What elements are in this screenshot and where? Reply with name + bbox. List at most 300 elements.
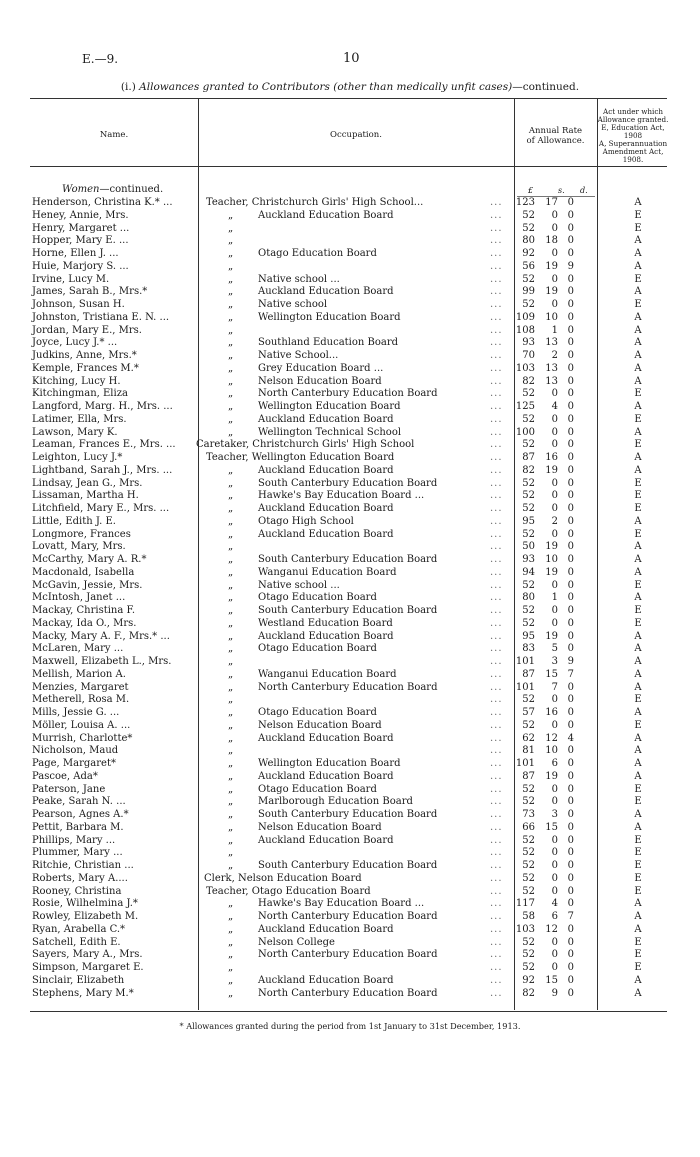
amount-shillings: 19 xyxy=(545,260,558,272)
act-header-line5: Amendment Act, xyxy=(602,147,664,156)
amount-pence: 0 xyxy=(567,809,574,820)
act-code: E xyxy=(634,273,642,285)
occupation: Auckland Education Board xyxy=(258,503,394,514)
amount-pounds: 52 xyxy=(522,413,535,425)
occupation: Wellington Technical School xyxy=(258,426,402,438)
act-code: E xyxy=(634,962,642,973)
occupation: Auckland Education Board xyxy=(258,834,394,846)
amount-shillings: 0 xyxy=(551,503,558,514)
amount-pence: 0 xyxy=(567,477,574,489)
amount-pence: 0 xyxy=(567,821,574,833)
amount-pence: 0 xyxy=(567,311,574,323)
act-code: A xyxy=(634,248,642,259)
occupation: South Canterbury Education Board xyxy=(258,605,438,616)
contributor-name: Jordan, Mary E., Mrs. xyxy=(32,324,142,336)
amount-pounds: 93 xyxy=(522,337,535,349)
amount-shillings: 0 xyxy=(551,528,558,540)
leader-dots: ... xyxy=(490,413,503,425)
ditto-mark: „ xyxy=(228,809,234,820)
ditto-mark: „ xyxy=(228,719,234,731)
leader-dots: ... xyxy=(490,923,503,935)
ditto-mark: „ xyxy=(228,694,234,706)
amount-pence: 4 xyxy=(567,732,574,744)
amount-shillings: 16 xyxy=(545,452,558,463)
ditto-mark: „ xyxy=(228,209,234,221)
ditto-mark: „ xyxy=(228,643,234,655)
amount-shillings: 16 xyxy=(545,707,558,718)
occupation: Auckland Education Board xyxy=(258,770,394,782)
occupation: Auckland Education Board xyxy=(258,209,394,221)
amount-pence: 0 xyxy=(567,286,574,298)
contributor-name: McLaren, Mary ... xyxy=(32,643,124,655)
contributor-name: Irvine, Lucy M. xyxy=(32,273,110,285)
leader-dots: ... xyxy=(490,974,503,986)
table-row xyxy=(30,529,667,541)
pence-label: d. xyxy=(580,186,588,195)
table-row xyxy=(30,937,667,949)
amount-pounds: 108 xyxy=(515,324,535,336)
amount-pence: 0 xyxy=(567,745,574,757)
amount-pounds: 52 xyxy=(522,490,535,502)
amount-pounds: 101 xyxy=(515,681,535,693)
table-row xyxy=(30,350,667,362)
ditto-mark: „ xyxy=(228,949,234,961)
table-row xyxy=(30,898,667,910)
amount-shillings: 4 xyxy=(551,898,558,910)
amount-shillings: 1 xyxy=(551,592,558,604)
amount-pounds: 52 xyxy=(522,796,535,808)
act-code: E xyxy=(634,860,642,871)
table-row xyxy=(30,656,667,668)
contributor-name: Judkins, Anne, Mrs.* xyxy=(32,350,137,361)
act-code: E xyxy=(634,847,642,859)
amount-pence: 0 xyxy=(567,605,574,616)
table-row xyxy=(30,618,667,630)
table-row xyxy=(30,286,667,298)
ditto-mark: „ xyxy=(228,324,234,336)
amount-pounds: 52 xyxy=(522,209,535,221)
contributor-name: Lawson, Mary K. xyxy=(32,426,118,438)
ditto-mark: „ xyxy=(228,783,234,795)
amount-shillings: 0 xyxy=(551,299,558,310)
leader-dots: ... xyxy=(490,694,503,706)
act-code: E xyxy=(634,936,642,948)
contributor-name: Plummer, Mary ... xyxy=(32,847,123,859)
amount-pence: 0 xyxy=(567,299,574,310)
act-code: A xyxy=(634,987,642,999)
leader-dots: ... xyxy=(490,515,503,527)
act-code: A xyxy=(634,630,642,642)
amount-pounds: 52 xyxy=(522,273,535,285)
occupation: Wellington Education Board xyxy=(258,401,401,412)
amount-shillings: 0 xyxy=(551,783,558,795)
ditto-mark: „ xyxy=(228,477,234,489)
act-code: E xyxy=(634,439,642,451)
amount-pounds: 80 xyxy=(522,592,535,604)
leader-dots: ... xyxy=(490,528,503,540)
amount-shillings: 2 xyxy=(551,515,558,527)
contributor-name: McIntosh, Janet ... xyxy=(32,592,126,604)
leader-dots: ... xyxy=(490,630,503,642)
leader-dots: ... xyxy=(490,490,503,502)
amount-shillings: 13 xyxy=(545,337,558,349)
table-row xyxy=(30,325,667,337)
table-row xyxy=(30,376,667,388)
ditto-mark: „ xyxy=(228,860,234,871)
leader-dots: ... xyxy=(490,885,503,897)
leader-dots: ... xyxy=(490,388,503,400)
contributor-name: Latimer, Ella, Mrs. xyxy=(32,413,127,425)
act-code: A xyxy=(634,681,642,693)
ditto-mark: „ xyxy=(228,388,234,400)
ditto-mark: „ xyxy=(228,745,234,757)
amount-pence: 0 xyxy=(567,541,574,553)
contributor-name: Paterson, Jane xyxy=(32,783,106,795)
amount-pence: 0 xyxy=(567,630,574,642)
act-code: A xyxy=(634,426,642,438)
amount-shillings: 0 xyxy=(551,796,558,808)
table-row xyxy=(30,465,667,477)
ditto-mark: „ xyxy=(228,605,234,616)
leader-dots: ... xyxy=(490,452,503,463)
act-code: E xyxy=(634,209,642,221)
leader-dots: ... xyxy=(490,286,503,298)
leader-dots: ... xyxy=(490,579,503,591)
amount-pence: 0 xyxy=(567,949,574,961)
leader-dots: ... xyxy=(490,337,503,349)
amount-pence: 0 xyxy=(567,719,574,731)
act-code: A xyxy=(634,362,642,374)
occupation: Southland Education Board xyxy=(258,337,399,349)
amount-shillings: 0 xyxy=(551,477,558,489)
amount-pence: 7 xyxy=(567,911,574,922)
ditto-mark: „ xyxy=(228,668,234,680)
amount-pence: 0 xyxy=(567,962,574,973)
ditto-mark: „ xyxy=(228,248,234,259)
leader-dots: ... xyxy=(490,617,503,629)
amount-shillings: 19 xyxy=(545,464,558,476)
amount-shillings: 0 xyxy=(551,719,558,731)
ditto-mark: „ xyxy=(228,375,234,387)
leader-dots: ... xyxy=(490,222,503,234)
ditto-mark: „ xyxy=(228,490,234,502)
ditto-mark: „ xyxy=(228,821,234,833)
contributor-name: Mackay, Christina F. xyxy=(32,605,136,616)
amount-shillings: 0 xyxy=(551,962,558,973)
contributor-name: Simpson, Margaret E. xyxy=(32,962,144,973)
leader-dots: ... xyxy=(490,860,503,871)
amount-shillings: 12 xyxy=(545,732,558,744)
amount-shillings: 0 xyxy=(551,936,558,948)
leader-dots: ... xyxy=(490,847,503,859)
amount-shillings: 0 xyxy=(551,579,558,591)
amount-shillings: 3 xyxy=(551,809,558,820)
section-heading xyxy=(62,184,163,195)
amount-pounds: 87 xyxy=(522,668,535,680)
amount-shillings: 19 xyxy=(545,541,558,553)
act-code: A xyxy=(634,821,642,833)
ditto-mark: „ xyxy=(228,260,234,272)
amount-pounds: 52 xyxy=(522,503,535,514)
occupation: Caretaker, Christchurch Girls' High School xyxy=(196,439,415,451)
act-code: A xyxy=(634,337,642,349)
amount-pounds: 103 xyxy=(515,923,535,935)
amount-pence: 0 xyxy=(567,413,574,425)
occupation: Wanganui Education Board xyxy=(258,668,397,680)
amount-shillings: 0 xyxy=(551,847,558,859)
amount-shillings: 0 xyxy=(551,426,558,438)
amount-pounds: 101 xyxy=(515,656,535,667)
leader-dots: ... xyxy=(490,362,503,374)
amount-pounds: 109 xyxy=(515,311,535,323)
amount-pounds: 82 xyxy=(522,464,535,476)
amount-pounds: 70 xyxy=(522,350,535,361)
table-row xyxy=(30,924,667,936)
occupation: Wellington Education Board xyxy=(258,758,401,769)
contributor-name: Mills, Jessie G. ... xyxy=(32,707,120,718)
act-code: A xyxy=(634,235,642,247)
table-row xyxy=(30,299,667,311)
amount-pence: 0 xyxy=(567,209,574,221)
contributor-name: Litchfield, Mary E., Mrs. ... xyxy=(32,503,170,514)
amount-shillings: 0 xyxy=(551,222,558,234)
leader-dots: ... xyxy=(490,898,503,910)
table-row xyxy=(30,388,667,400)
contributor-name: Kitchingman, Eliza xyxy=(32,388,128,400)
occupation: Otago Education Board xyxy=(258,248,377,259)
amount-pence: 0 xyxy=(567,503,574,514)
leader-dots: ... xyxy=(490,987,503,999)
amount-pence: 0 xyxy=(567,707,574,718)
contributor-name: Joyce, Lucy J.* ... xyxy=(32,337,118,349)
contributor-name: Johnson, Susan H. xyxy=(32,299,125,310)
amount-shillings: 7 xyxy=(551,681,558,693)
amount-pence: 0 xyxy=(567,770,574,782)
table-row xyxy=(30,452,667,464)
table-row xyxy=(30,758,667,770)
table-row xyxy=(30,478,667,490)
column-header-act xyxy=(597,108,669,164)
act-code: A xyxy=(634,974,642,986)
ditto-mark: „ xyxy=(228,987,234,999)
leader-dots: ... xyxy=(490,401,503,412)
ditto-mark: „ xyxy=(228,464,234,476)
occupation: Native School... xyxy=(258,350,339,361)
contributor-name: Henry, Margaret ... xyxy=(32,222,130,234)
occupation: Marlborough Education Board xyxy=(258,796,413,808)
table-row xyxy=(30,605,667,617)
contributor-name: Little, Edith J. E. xyxy=(32,515,116,527)
act-code: A xyxy=(634,311,642,323)
ditto-mark: „ xyxy=(228,566,234,578)
leader-dots: ... xyxy=(490,324,503,336)
act-code: A xyxy=(634,541,642,553)
amount-shillings: 19 xyxy=(545,286,558,298)
amount-shillings: 10 xyxy=(545,554,558,565)
occupation: North Canterbury Education Board xyxy=(258,911,438,922)
amount-pounds: 117 xyxy=(515,898,535,910)
amount-pounds: 95 xyxy=(522,630,535,642)
column-header-annual-rate xyxy=(514,126,597,146)
table-row xyxy=(30,235,667,247)
contributor-name: Langford, Marg. H., Mrs. ... xyxy=(32,401,173,412)
table-row xyxy=(30,962,667,974)
leader-dots: ... xyxy=(490,375,503,387)
act-code: E xyxy=(634,949,642,961)
contributor-name: Pettit, Barbara M. xyxy=(32,821,124,833)
contributor-name: Lissaman, Martha H. xyxy=(32,490,139,502)
amount-shillings: 0 xyxy=(551,490,558,502)
amount-pence: 0 xyxy=(567,490,574,502)
leader-dots: ... xyxy=(490,605,503,616)
table-row xyxy=(30,911,667,923)
contributor-name: Lindsay, Jean G., Mrs. xyxy=(32,477,143,489)
amount-pence: 0 xyxy=(567,362,574,374)
amount-shillings: 12 xyxy=(545,923,558,935)
table-row xyxy=(30,745,667,757)
act-code: E xyxy=(634,796,642,808)
amount-shillings: 0 xyxy=(551,885,558,897)
amount-pounds: 66 xyxy=(522,821,535,833)
table-row xyxy=(30,516,667,528)
contributor-name: Rosie, Wilhelmina J.* xyxy=(32,898,138,910)
occupation: Native school xyxy=(258,299,328,310)
act-code: E xyxy=(634,885,642,897)
contributor-name: Huie, Marjory S. ... xyxy=(32,260,129,272)
ditto-mark: „ xyxy=(228,617,234,629)
contributor-name: James, Sarah B., Mrs.* xyxy=(32,286,148,298)
occupation: Wellington Education Board xyxy=(258,311,401,323)
amount-shillings: 0 xyxy=(551,617,558,629)
contributor-name: Nicholson, Maud xyxy=(32,745,119,757)
amount-shillings: 0 xyxy=(551,605,558,616)
table-subtitle xyxy=(0,81,700,93)
amount-shillings: 0 xyxy=(551,834,558,846)
contributor-name: Macky, Mary A. F., Mrs.* ... xyxy=(32,630,170,642)
amount-shillings: 0 xyxy=(551,949,558,961)
ditto-mark: „ xyxy=(228,401,234,412)
act-code: A xyxy=(634,770,642,782)
amount-pence: 0 xyxy=(567,579,574,591)
table-row xyxy=(30,847,667,859)
table-row xyxy=(30,720,667,732)
act-code: E xyxy=(634,694,642,706)
leader-dots: ... xyxy=(490,681,503,693)
act-code: A xyxy=(634,809,642,820)
table-row xyxy=(30,337,667,349)
contributor-name: Henderson, Christina K.* ... xyxy=(32,197,173,208)
amount-pence: 0 xyxy=(567,898,574,910)
amount-shillings: 1 xyxy=(551,324,558,336)
act-code: A xyxy=(634,643,642,655)
leader-dots: ... xyxy=(490,477,503,489)
amount-pence: 9 xyxy=(567,656,574,667)
table-row xyxy=(30,796,667,808)
act-code: A xyxy=(634,260,642,272)
table-row xyxy=(30,822,667,834)
amount-shillings: 10 xyxy=(545,745,558,757)
act-code: A xyxy=(634,668,642,680)
table-row xyxy=(30,669,667,681)
act-code: E xyxy=(634,477,642,489)
amount-shillings: 0 xyxy=(551,209,558,221)
occupation: Auckland Education Board xyxy=(258,974,394,986)
leader-dots: ... xyxy=(490,719,503,731)
contributor-name: McCarthy, Mary A. R.* xyxy=(32,554,147,565)
occupation: Auckland Education Board xyxy=(258,630,394,642)
leader-dots: ... xyxy=(490,770,503,782)
contributor-name: Metherell, Rosa M. xyxy=(32,694,130,706)
table-row xyxy=(30,733,667,745)
amount-pence: 0 xyxy=(567,222,574,234)
amount-shillings: 17 xyxy=(545,197,558,208)
table-row xyxy=(30,541,667,553)
amount-pence: 9 xyxy=(567,260,574,272)
ditto-mark: „ xyxy=(228,222,234,234)
contributor-name: Ryan, Arabella C.* xyxy=(32,923,126,935)
ditto-mark: „ xyxy=(228,426,234,438)
contributor-name: Longmore, Frances xyxy=(32,528,131,540)
act-code: E xyxy=(634,388,642,400)
amount-shillings: 6 xyxy=(551,758,558,769)
amount-pence: 0 xyxy=(567,388,574,400)
ditto-mark: „ xyxy=(228,273,234,285)
ditto-mark: „ xyxy=(228,413,234,425)
contributor-name: Leighton, Lucy J.* xyxy=(32,452,123,463)
ditto-mark: „ xyxy=(228,974,234,986)
amount-pence: 0 xyxy=(567,974,574,986)
table-row xyxy=(30,248,667,260)
ditto-mark: „ xyxy=(228,936,234,948)
act-code: A xyxy=(634,732,642,744)
amount-shillings: 3 xyxy=(551,656,558,667)
amount-pounds: 73 xyxy=(522,809,535,820)
occupation: Grey Education Board ... xyxy=(258,362,384,374)
occupation: Auckland Education Board xyxy=(258,464,394,476)
amount-pounds: 52 xyxy=(522,719,535,731)
occupation: South Canterbury Education Board xyxy=(258,860,438,871)
amount-pence: 0 xyxy=(567,248,574,259)
occupation: North Canterbury Education Board xyxy=(258,949,438,961)
leader-dots: ... xyxy=(490,745,503,757)
amount-shillings: 19 xyxy=(545,566,558,578)
occupation: Auckland Education Board xyxy=(258,923,394,935)
occupation: Auckland Education Board xyxy=(258,732,394,744)
act-code: E xyxy=(634,617,642,629)
table-row xyxy=(30,554,667,566)
amount-shillings: 0 xyxy=(551,872,558,884)
ditto-mark: „ xyxy=(228,541,234,553)
ditto-mark: „ xyxy=(228,758,234,769)
amount-pounds: 52 xyxy=(522,949,535,961)
ditto-mark: „ xyxy=(228,350,234,361)
subtitle-italic: Allowances granted to Contributors (other than medically unfit cases) xyxy=(139,81,513,93)
occupation: Wanganui Education Board xyxy=(258,566,397,578)
amount-pence: 0 xyxy=(567,592,574,604)
page-number: 10 xyxy=(343,51,360,66)
ditto-mark: „ xyxy=(228,515,234,527)
amount-pounds: 52 xyxy=(522,885,535,897)
amount-shillings: 19 xyxy=(545,630,558,642)
table-row xyxy=(30,580,667,592)
contributor-name: Phillips, Mary ... xyxy=(32,834,116,846)
amount-shillings: 0 xyxy=(551,439,558,451)
act-code: E xyxy=(634,299,642,310)
ditto-mark: „ xyxy=(228,962,234,973)
act-code: E xyxy=(634,503,642,514)
ditto-mark: „ xyxy=(228,299,234,310)
pounds-label: £ xyxy=(528,186,534,195)
